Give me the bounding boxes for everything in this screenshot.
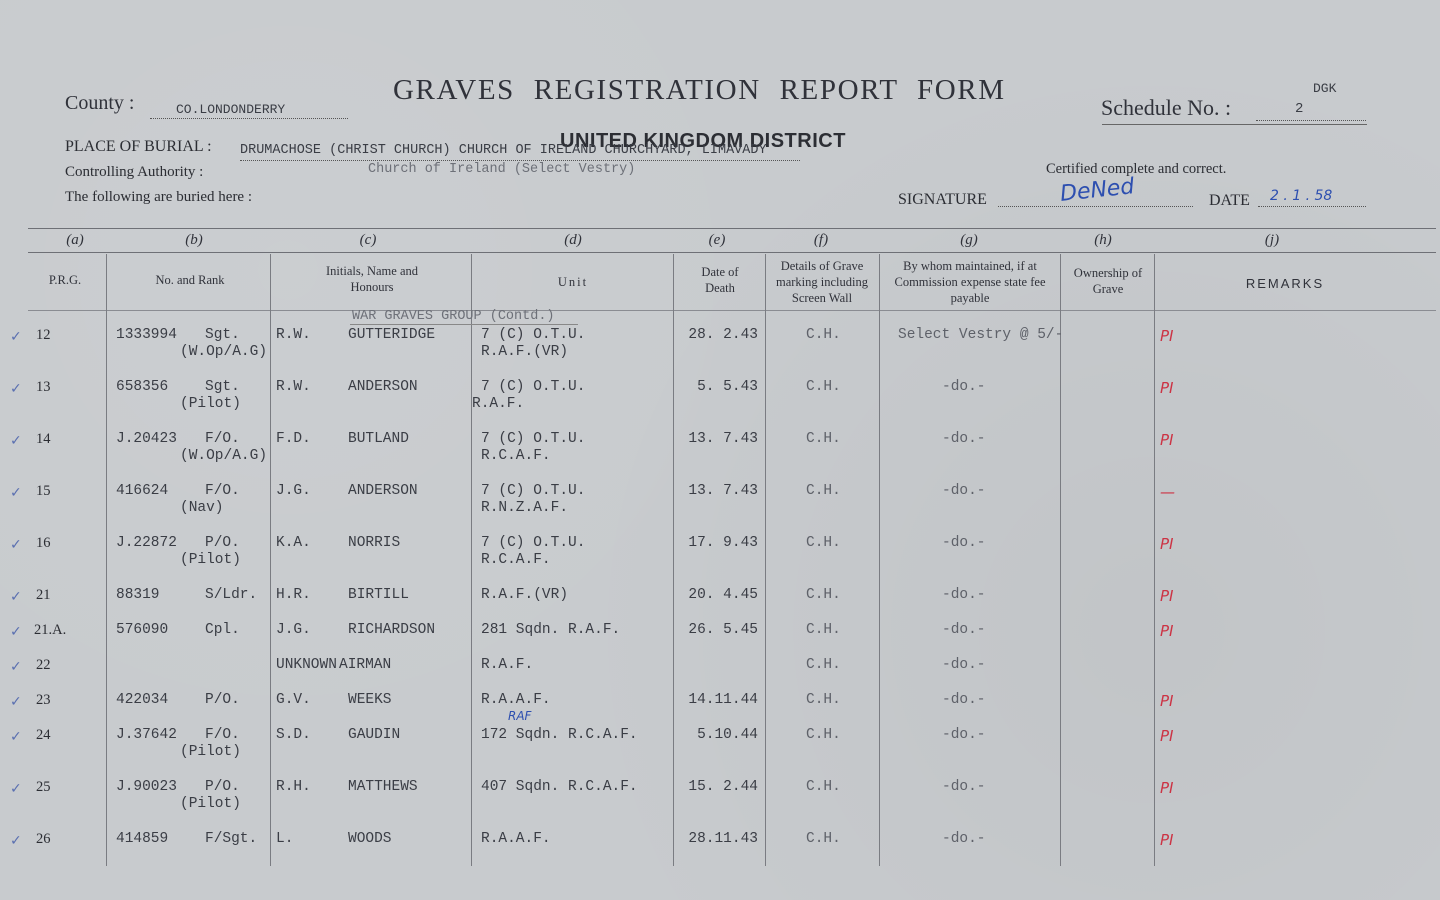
checkmark-icon: ✓: [10, 694, 22, 710]
row-number: 88319: [116, 587, 160, 603]
row-initials: K.A.: [276, 535, 311, 551]
row-prg: 15: [36, 483, 51, 499]
letter-row-rule: [28, 252, 1436, 253]
col-letter-g: (g): [960, 232, 978, 248]
row-maintained-by: -do.-: [942, 379, 986, 395]
row-number: 416624: [116, 483, 169, 499]
authority-label: Controlling Authority :: [65, 164, 204, 180]
row-name: ANDERSON: [348, 483, 418, 499]
row-maintained-by: -do.-: [942, 727, 986, 743]
col-divider-c: [471, 254, 472, 866]
row-rank: P/O.: [205, 779, 240, 795]
row-number: 1333994: [116, 327, 177, 343]
row-name: WOODS: [348, 831, 392, 847]
row-prg: 21: [36, 587, 51, 603]
col-head-maintained: By whom maintained, if at Commission expense state fee payable: [894, 259, 1046, 305]
row-date-of-death: 20. 4.45: [688, 587, 758, 603]
row-name: AIRMAN: [339, 657, 392, 673]
row-grave-marking: C.H.: [806, 779, 841, 795]
row-grave-marking: C.H.: [806, 727, 841, 743]
row-unit-detail: R.C.A.F.: [481, 552, 551, 568]
col-divider-d: [673, 254, 674, 866]
row-initials: J.G.: [276, 622, 311, 638]
checkmark-icon: ✓: [10, 329, 22, 345]
row-name: MATTHEWS: [348, 779, 418, 795]
row-name: BUTLAND: [348, 431, 409, 447]
row-remark: PI: [1160, 779, 1174, 797]
row-prg: 24: [36, 727, 51, 743]
col-head-unit: Unit: [557, 275, 589, 289]
row-name: GAUDIN: [348, 727, 401, 743]
checkmark-icon: ✓: [10, 659, 22, 675]
row-grave-marking: C.H.: [806, 431, 841, 447]
checkmark-icon: ✓: [10, 433, 22, 449]
col-divider-h: [1154, 254, 1155, 866]
row-rank: Sgt.: [205, 379, 240, 395]
col-head-prg: P.R.G.: [48, 273, 82, 287]
col-divider-f: [879, 254, 880, 866]
buried-label: The following are buried here :: [65, 189, 253, 205]
row-prg: 25: [36, 779, 51, 795]
row-remark: PI: [1160, 727, 1174, 745]
col-letter-b: (b): [185, 232, 203, 248]
row-prg: 21.A.: [34, 622, 67, 638]
col-head-marking: Details of Grave marking including Screen Wall: [776, 259, 868, 305]
row-initials: L.: [276, 831, 294, 847]
place-label: PLACE OF BURIAL :: [65, 138, 212, 155]
row-prg: 26: [36, 831, 51, 847]
row-rank: P/O.: [205, 692, 240, 708]
checkmark-icon: ✓: [10, 833, 22, 849]
row-initials: R.W.: [276, 379, 311, 395]
row-name: BIRTILL: [348, 587, 409, 603]
certified-text: Certified complete and correct.: [1046, 161, 1227, 177]
date-value: 2 . 1 . 58: [1270, 188, 1333, 204]
row-remark: PI: [1160, 379, 1174, 397]
row-rank: F/Sgt.: [205, 831, 258, 847]
signature-value: DeNed: [1058, 174, 1136, 207]
col-letter-a: (a): [66, 232, 84, 248]
row-unit: 172 Sqdn. R.C.A.F.: [481, 727, 638, 743]
schedule-dotline: [1256, 120, 1366, 121]
row-rank-detail: (W.Op/A.G): [180, 344, 268, 360]
row-name: WEEKS: [348, 692, 392, 708]
row-name: GUTTERIDGE: [348, 327, 436, 343]
schedule-code: DGK: [1313, 81, 1337, 96]
row-unit: R.A.A.F.: [481, 692, 551, 708]
row-unit: 7 (C) O.T.U.: [481, 379, 586, 395]
row-number: J.37642: [116, 727, 177, 743]
row-rank: Sgt.: [205, 327, 240, 343]
row-name: ANDERSON: [348, 379, 418, 395]
row-unit: 7 (C) O.T.U.: [481, 431, 586, 447]
row-date-of-death: 5. 5.43: [697, 379, 758, 395]
table-top-rule: [28, 228, 1436, 229]
row-remark: PI: [1160, 535, 1174, 553]
row-date-of-death: 17. 9.43: [688, 535, 758, 551]
col-head-name: Initials, Name and Honours: [326, 264, 418, 294]
row-unit-detail: R.C.A.F.: [481, 448, 551, 464]
row-name: NORRIS: [348, 535, 401, 551]
row-maintained-by: -do.-: [942, 535, 986, 551]
header-row-rule: [28, 310, 1436, 311]
row-initials: S.D.: [276, 727, 311, 743]
row-date-of-death: 28. 2.43: [688, 327, 758, 343]
row-maintained-by: -do.-: [942, 779, 986, 795]
row-unit-detail: R.N.Z.A.F.: [481, 500, 569, 516]
row-unit: R.A.A.F.: [481, 831, 551, 847]
row-date-of-death: 13. 7.43: [688, 431, 758, 447]
row-unit: 7 (C) O.T.U.: [481, 483, 586, 499]
row-initials: H.R.: [276, 587, 311, 603]
row-initials: R.W.: [276, 327, 311, 343]
row-maintained-by: -do.-: [942, 483, 986, 499]
signature-dotline: [998, 206, 1193, 207]
row-maintained-by: Select Vestry @ 5/-: [898, 327, 1064, 343]
col-divider-e: [765, 254, 766, 866]
place-value: DRUMACHOSE (CHRIST CHURCH) CHURCH OF IRELAND CHURCHYARD, LIMAVADY: [240, 143, 767, 158]
authority-value: Church of Ireland (Select Vestry): [368, 162, 636, 177]
col-letter-c: (c): [359, 232, 377, 248]
row-remark: PI: [1160, 692, 1174, 710]
row-maintained-by: -do.-: [942, 831, 986, 847]
schedule-label: Schedule No. :: [1101, 95, 1232, 120]
date-dotline: [1258, 206, 1366, 207]
row-date-of-death: 28.11.43: [688, 831, 758, 847]
row-prg: 23: [36, 692, 51, 708]
place-dotline: [240, 160, 800, 161]
row-maintained-by: -do.-: [942, 587, 986, 603]
row-grave-marking: C.H.: [806, 692, 841, 708]
date-label: DATE: [1209, 192, 1250, 209]
county-value: CO.LONDONDERRY: [176, 102, 286, 117]
row-maintained-by: -do.-: [942, 657, 986, 673]
col-head-no-rank: No. and Rank: [155, 273, 225, 287]
checkmark-icon: ✓: [10, 781, 22, 797]
row-initials: F.D.: [276, 431, 311, 447]
row-grave-marking: C.H.: [806, 587, 841, 603]
row-maintained-by: -do.-: [942, 622, 986, 638]
row-number: 422034: [116, 692, 169, 708]
row-remark: PI: [1160, 831, 1174, 849]
row-grave-marking: C.H.: [806, 379, 841, 395]
row-rank-detail: (Pilot): [180, 396, 241, 412]
row-number: J.20423: [116, 431, 177, 447]
col-letter-j: (j): [1264, 232, 1280, 248]
row-rank: P/O.: [205, 535, 240, 551]
row-prg: 16: [36, 535, 51, 551]
row-rank: F/O.: [205, 483, 240, 499]
row-number: 658356: [116, 379, 169, 395]
row-grave-marking: C.H.: [806, 535, 841, 551]
row-remark: PI: [1160, 587, 1174, 605]
row-rank-detail: (Pilot): [180, 552, 241, 568]
row-rank: F/O.: [205, 431, 240, 447]
col-letter-e: (e): [708, 232, 726, 248]
row-unit: 407 Sqdn. R.C.A.F.: [481, 779, 638, 795]
row-unit: R.A.F.(VR): [481, 587, 569, 603]
row-number: J.22872: [116, 535, 177, 551]
col-letter-f: (f): [813, 232, 829, 248]
row-prg: 14: [36, 431, 51, 447]
row-number: 576090: [116, 622, 169, 638]
row-number: J.90023: [116, 779, 177, 795]
row-initials: J.G.: [276, 483, 311, 499]
row-unit: 7 (C) O.T.U.: [481, 535, 586, 551]
row-rank: F/O.: [205, 727, 240, 743]
group-underline: [350, 324, 578, 325]
row-rank: Cpl.: [205, 622, 240, 638]
checkmark-icon: ✓: [10, 537, 22, 553]
row-unit: 281 Sqdn. R.A.F.: [481, 622, 621, 638]
checkmark-icon: ✓: [10, 624, 22, 640]
district-stamp: UNITED KINGDOM DISTRICT: [560, 130, 846, 152]
row-remark: PI: [1160, 327, 1174, 345]
row-initials: G.V.: [276, 692, 311, 708]
row-number: 414859: [116, 831, 169, 847]
row-grave-marking: C.H.: [806, 657, 841, 673]
county-label: County :: [65, 92, 135, 114]
checkmark-icon: ✓: [10, 381, 22, 397]
row-unit-detail: R.A.F.: [472, 396, 525, 412]
col-head-remarks: REMARKS: [1245, 276, 1325, 291]
row-date-of-death: 14.11.44: [688, 692, 758, 708]
row-initials: UNKNOWN: [276, 657, 337, 673]
row-grave-marking: C.H.: [806, 831, 841, 847]
row-remark: PI: [1160, 431, 1174, 449]
schedule-value: 2: [1295, 101, 1304, 117]
col-head-ownership: Ownership of Grave: [1073, 266, 1143, 296]
row-unit: 7 (C) O.T.U.: [481, 327, 586, 343]
unit-annotation: RAF: [508, 709, 532, 723]
checkmark-icon: ✓: [10, 589, 22, 605]
row-rank: S/Ldr.: [205, 587, 258, 603]
row-remark: PI: [1160, 622, 1174, 640]
row-maintained-by: -do.-: [942, 692, 986, 708]
col-divider-a: [106, 254, 107, 866]
row-maintained-by: -do.-: [942, 431, 986, 447]
row-date-of-death: 5.10.44: [697, 727, 758, 743]
row-date-of-death: 15. 2.44: [688, 779, 758, 795]
row-date-of-death: 13. 7.43: [688, 483, 758, 499]
row-rank-detail: (Nav): [180, 500, 224, 516]
row-prg: 13: [36, 379, 51, 395]
row-unit: R.A.F.: [481, 657, 534, 673]
row-grave-marking: C.H.: [806, 483, 841, 499]
col-divider-b: [270, 254, 271, 866]
schedule-underline: [1102, 124, 1367, 125]
row-rank-detail: (Pilot): [180, 744, 241, 760]
form-title: GRAVES REGISTRATION REPORT FORM: [393, 74, 1006, 106]
row-rank-detail: (Pilot): [180, 796, 241, 812]
row-unit-detail: R.A.F.(VR): [481, 344, 569, 360]
row-initials: R.H.: [276, 779, 311, 795]
row-rank-detail: (W.Op/A.G): [180, 448, 268, 464]
row-name: RICHARDSON: [348, 622, 436, 638]
group-label: WAR GRAVES GROUP (Contd.): [352, 309, 555, 324]
col-letter-h: (h): [1094, 232, 1112, 248]
col-head-date: Date of Death: [701, 265, 739, 295]
signature-label: SIGNATURE: [898, 191, 987, 208]
col-divider-g: [1060, 254, 1061, 866]
row-prg: 12: [36, 327, 51, 343]
row-grave-marking: C.H.: [806, 622, 841, 638]
row-remark: —: [1160, 483, 1175, 501]
row-prg: 22: [36, 657, 51, 673]
checkmark-icon: ✓: [10, 729, 22, 745]
row-grave-marking: C.H.: [806, 327, 841, 343]
checkmark-icon: ✓: [10, 485, 22, 501]
row-date-of-death: 26. 5.45: [688, 622, 758, 638]
col-letter-d: (d): [564, 232, 582, 248]
county-dotline: [150, 118, 348, 119]
